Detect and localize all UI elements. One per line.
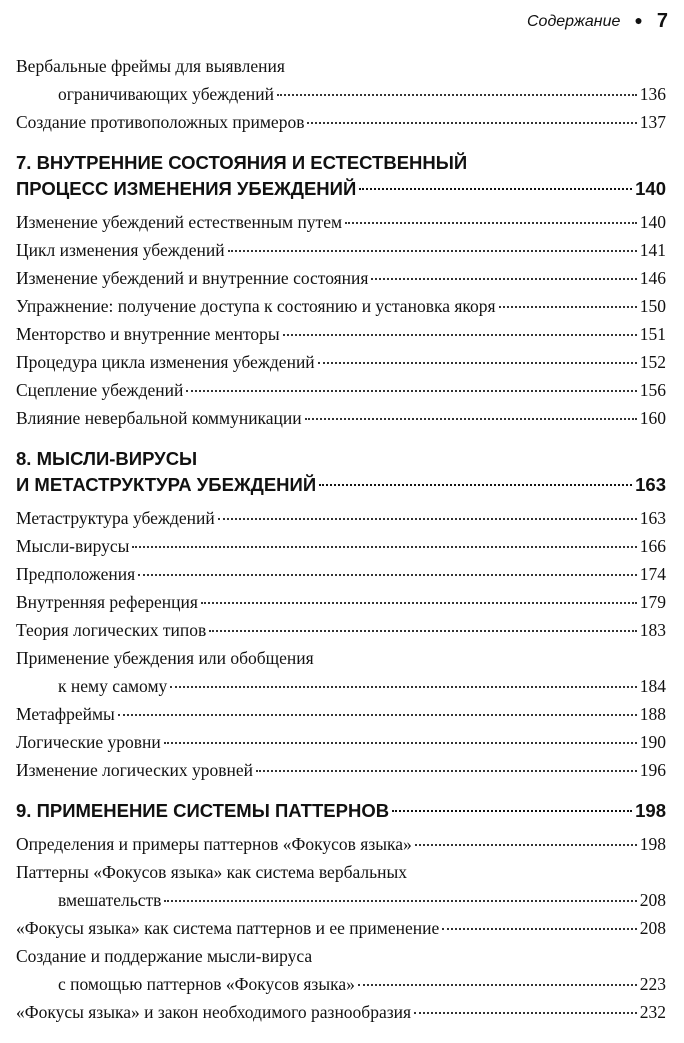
toc-line bbox=[16, 376, 666, 404]
toc-entry bbox=[16, 914, 666, 942]
toc-entry-page: 188 bbox=[639, 704, 666, 724]
toc-line bbox=[16, 348, 666, 376]
toc-line bbox=[16, 560, 666, 588]
toc-entry-page: 140 bbox=[639, 212, 666, 232]
toc-entry-page: 152 bbox=[639, 352, 666, 372]
dot-leader bbox=[415, 843, 637, 846]
toc-entry-page: 190 bbox=[639, 732, 666, 752]
dot-leader bbox=[164, 899, 636, 902]
toc-entry-title: Применение убеждения или обобщения bbox=[16, 648, 314, 668]
table-of-contents bbox=[16, 52, 666, 1026]
toc-line bbox=[16, 80, 666, 108]
dot-leader bbox=[209, 629, 636, 632]
bullet-icon: ● bbox=[634, 13, 643, 29]
toc-entry-title: Вербальные фреймы для выявления bbox=[16, 56, 285, 76]
toc-entry-title: Внутренняя референция bbox=[16, 592, 198, 612]
toc-entry-title: Влияние невербальной коммуникации bbox=[16, 408, 302, 428]
toc-entry bbox=[16, 348, 666, 376]
dot-leader bbox=[307, 121, 636, 124]
toc-line bbox=[16, 728, 666, 756]
running-head bbox=[527, 10, 668, 33]
dot-leader bbox=[132, 545, 636, 548]
toc-line bbox=[16, 150, 666, 176]
toc-entry-title: с помощью паттернов «Фокусов языка» bbox=[58, 974, 355, 994]
toc-entry-title: Метафреймы bbox=[16, 704, 115, 724]
toc-entry bbox=[16, 264, 666, 292]
dot-leader bbox=[371, 277, 636, 280]
toc-entry bbox=[16, 532, 666, 560]
toc-line bbox=[16, 798, 666, 824]
toc-entry bbox=[16, 52, 666, 108]
toc-line bbox=[16, 616, 666, 644]
toc-line bbox=[16, 830, 666, 858]
dot-leader bbox=[499, 305, 637, 308]
toc-entry-title: Изменение логических уровней bbox=[16, 760, 253, 780]
toc-entry bbox=[16, 830, 666, 858]
toc-entry-page: 163 bbox=[639, 508, 666, 528]
toc-entry-page: 223 bbox=[639, 974, 666, 994]
toc-entry-page: 208 bbox=[639, 918, 666, 938]
toc-line bbox=[16, 446, 666, 472]
dot-leader bbox=[118, 713, 637, 716]
toc-entry-title: вмешательств bbox=[58, 890, 162, 910]
toc-line bbox=[16, 236, 666, 264]
toc-entry-title: ПРОЦЕСС ИЗМЕНЕНИЯ УБЕЖДЕНИЙ bbox=[16, 178, 357, 199]
toc-entry-title: к нему самому bbox=[58, 676, 168, 696]
toc-line bbox=[16, 644, 666, 672]
toc-entry-page: 146 bbox=[639, 268, 666, 288]
toc-line bbox=[16, 108, 666, 136]
toc-line bbox=[16, 404, 666, 432]
dot-leader bbox=[358, 983, 637, 986]
dot-leader bbox=[283, 333, 637, 336]
toc-entry-title: «Фокусы языка» и закон необходимого разнообразия bbox=[16, 1002, 412, 1022]
toc-line bbox=[16, 176, 666, 202]
toc-line bbox=[16, 858, 666, 886]
toc-entry-page: 163 bbox=[635, 474, 666, 495]
toc-entry-page: 198 bbox=[639, 834, 666, 854]
toc-entry-title: ограничивающих убеждений bbox=[58, 84, 274, 104]
toc-entry bbox=[16, 644, 666, 700]
dot-leader bbox=[277, 93, 637, 96]
dot-leader bbox=[442, 927, 637, 930]
dot-leader bbox=[164, 741, 637, 744]
toc-entry-title: Цикл изменения убеждений bbox=[16, 240, 225, 260]
toc-line bbox=[16, 320, 666, 348]
toc-line bbox=[16, 672, 666, 700]
toc-entry-title: Процедура цикла изменения убеждений bbox=[16, 352, 315, 372]
dot-leader bbox=[319, 483, 632, 486]
dot-leader bbox=[414, 1011, 637, 1014]
page-number: 7 bbox=[656, 10, 668, 32]
toc-entry bbox=[16, 998, 666, 1026]
dot-leader bbox=[392, 809, 632, 812]
toc-entry bbox=[16, 942, 666, 998]
dot-leader bbox=[318, 361, 637, 364]
toc-entry-title: Предположения bbox=[16, 564, 136, 584]
toc-chapter bbox=[16, 150, 666, 202]
toc-entry-page: 184 bbox=[639, 676, 666, 696]
toc-entry-title: Изменение убеждений естественным путем bbox=[16, 212, 343, 232]
toc-entry bbox=[16, 320, 666, 348]
toc-line bbox=[16, 756, 666, 784]
dot-leader bbox=[218, 517, 637, 520]
toc-entry-page: 179 bbox=[639, 592, 666, 612]
toc-entry-page: 151 bbox=[639, 324, 666, 344]
toc-entry bbox=[16, 756, 666, 784]
toc-entry bbox=[16, 108, 666, 136]
toc-entry bbox=[16, 376, 666, 404]
toc-entry-page: 136 bbox=[639, 84, 666, 104]
toc-entry bbox=[16, 588, 666, 616]
toc-entry-page: 140 bbox=[635, 178, 666, 199]
toc-entry-title: Метаструктура убеждений bbox=[16, 508, 215, 528]
toc-line bbox=[16, 970, 666, 998]
toc-line bbox=[16, 532, 666, 560]
toc-entry-page: 183 bbox=[639, 620, 666, 640]
toc-entry-page: 156 bbox=[639, 380, 666, 400]
toc-entry-title: Логические уровни bbox=[16, 732, 161, 752]
dot-leader bbox=[201, 601, 637, 604]
toc-entry-page: 198 bbox=[635, 800, 666, 821]
toc-entry-title: Менторство и внутренние менторы bbox=[16, 324, 280, 344]
toc-entry-title: Изменение убеждений и внутренние состояния bbox=[16, 268, 369, 288]
toc-entry bbox=[16, 616, 666, 644]
toc-line bbox=[16, 292, 666, 320]
dot-leader bbox=[170, 685, 636, 688]
toc-entry-page: 196 bbox=[639, 760, 666, 780]
toc-entry-title: «Фокусы языка» как система паттернов и ее применение bbox=[16, 918, 440, 938]
toc-line bbox=[16, 914, 666, 942]
dot-leader bbox=[228, 249, 637, 252]
toc-line bbox=[16, 588, 666, 616]
toc-line bbox=[16, 700, 666, 728]
toc-line bbox=[16, 472, 666, 498]
toc-line bbox=[16, 52, 666, 80]
toc-entry bbox=[16, 292, 666, 320]
toc-entry bbox=[16, 208, 666, 236]
toc-entry-page: 174 bbox=[639, 564, 666, 584]
toc-entry bbox=[16, 504, 666, 532]
toc-entry-page: 160 bbox=[639, 408, 666, 428]
toc-entry-title: Мысли-вирусы bbox=[16, 536, 130, 556]
toc-entry bbox=[16, 404, 666, 432]
toc-entry-title: Упражнение: получение доступа к состоянию и установка якоря bbox=[16, 296, 496, 316]
toc-entry-title: Сцепление убеждений bbox=[16, 380, 184, 400]
toc-entry-page: 137 bbox=[639, 112, 666, 132]
toc-entry-title: Теория логических типов bbox=[16, 620, 207, 640]
toc-line bbox=[16, 998, 666, 1026]
toc-chapter bbox=[16, 798, 666, 824]
dot-leader bbox=[305, 417, 637, 420]
toc-entry-title: Паттерны «Фокусов языка» как система вербальных bbox=[16, 862, 407, 882]
toc-entry-title: И МЕТАСТРУКТУРА УБЕЖДЕНИЙ bbox=[16, 474, 317, 495]
toc-entry bbox=[16, 560, 666, 588]
toc-entry-title: 8. МЫСЛИ-ВИРУСЫ bbox=[16, 448, 198, 469]
toc-line bbox=[16, 886, 666, 914]
toc-entry-title: 9. ПРИМЕНЕНИЕ СИСТЕМЫ ПАТТЕРНОВ bbox=[16, 800, 390, 821]
toc-entry-page: 166 bbox=[639, 536, 666, 556]
toc-entry bbox=[16, 700, 666, 728]
toc-entry-page: 232 bbox=[639, 1002, 666, 1022]
toc-entry-title: 7. ВНУТРЕННИЕ СОСТОЯНИЯ И ЕСТЕСТВЕННЫЙ bbox=[16, 152, 468, 173]
dot-leader bbox=[345, 221, 637, 224]
dot-leader bbox=[186, 389, 636, 392]
toc-entry bbox=[16, 236, 666, 264]
toc-line bbox=[16, 504, 666, 532]
dot-leader bbox=[256, 769, 637, 772]
toc-line bbox=[16, 942, 666, 970]
toc-line bbox=[16, 264, 666, 292]
toc-entry-page: 150 bbox=[639, 296, 666, 316]
toc-chapter bbox=[16, 446, 666, 498]
toc-entry bbox=[16, 858, 666, 914]
toc-entry-title: Определения и примеры паттернов «Фокусов языка» bbox=[16, 834, 412, 854]
toc-entry-title: Создание противоположных примеров bbox=[16, 112, 305, 132]
toc-entry bbox=[16, 728, 666, 756]
dot-leader bbox=[138, 573, 637, 576]
toc-entry-page: 208 bbox=[639, 890, 666, 910]
dot-leader bbox=[359, 187, 632, 190]
toc-entry-title: Создание и поддержание мысли-вируса bbox=[16, 946, 313, 966]
running-head-title: Содержание bbox=[526, 12, 621, 30]
toc-line bbox=[16, 208, 666, 236]
toc-entry-page: 141 bbox=[639, 240, 666, 260]
